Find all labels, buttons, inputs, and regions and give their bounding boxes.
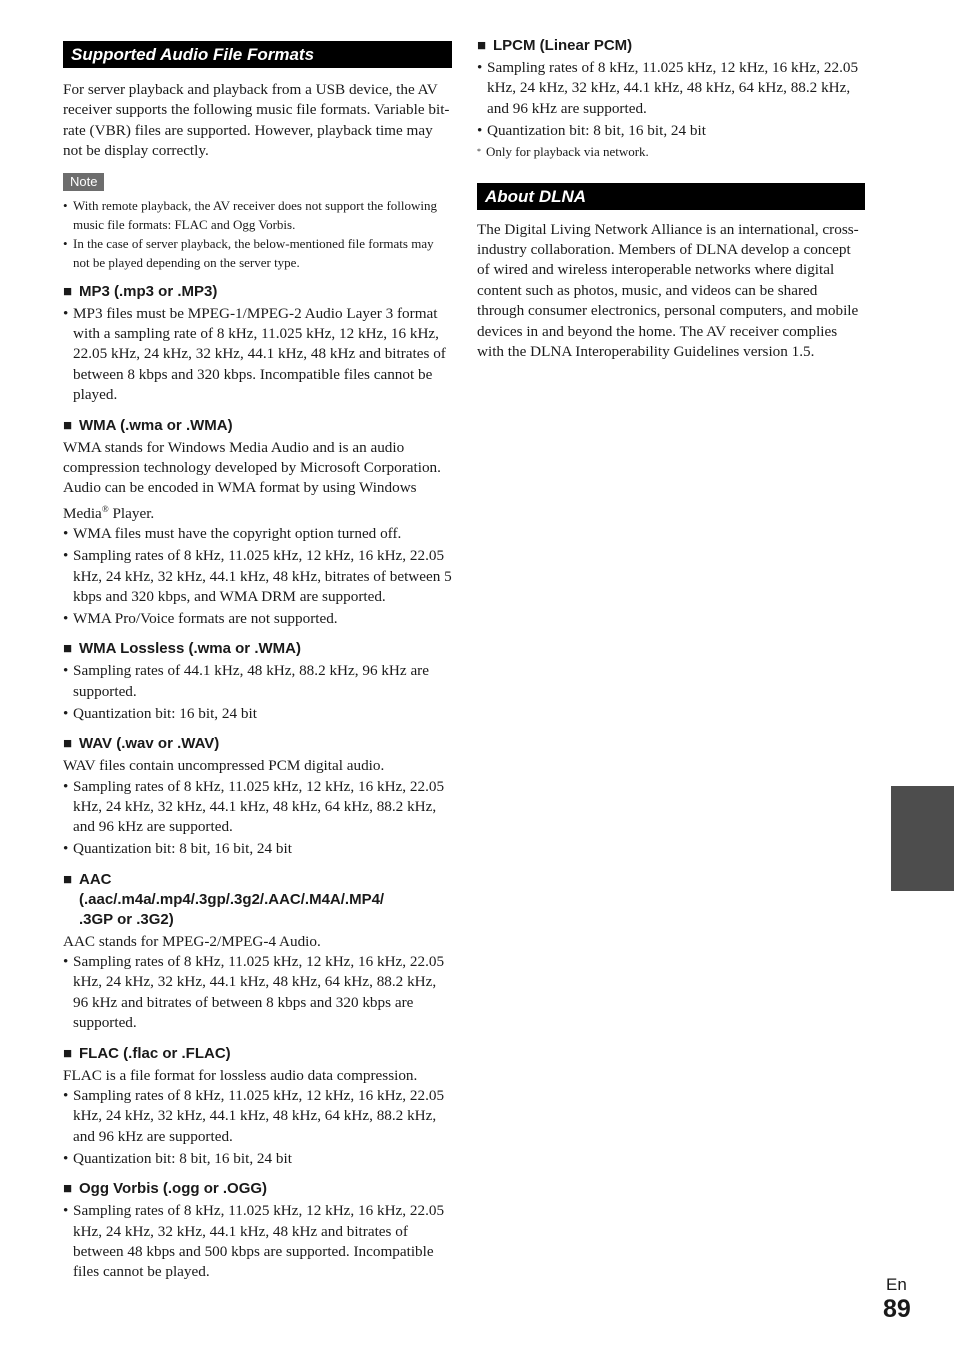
flac-list	[63, 1086, 452, 1169]
heading-text: FLAC (.flac or .FLAC)	[79, 1044, 231, 1062]
list-item: • WMA files must have the copyright option turned off.	[63, 524, 452, 544]
square-marker-icon: ■	[63, 640, 73, 658]
heading-text: MP3 (.mp3 or .MP3)	[79, 282, 218, 300]
aac-list	[63, 952, 452, 1034]
heading-text: Ogg Vorbis (.ogg or .OGG)	[79, 1180, 268, 1198]
intro-paragraph: For server playback and playback from a USB device, the AV receiver supports the following music file formats. Variable bit-rate (VBR) files are supported. However, playback time may not be display correctly.	[63, 81, 450, 160]
list-item: • Sampling rates of 8 kHz, 11.025 kHz, 12 kHz, 16 kHz, 22.05 kHz, 24 kHz, 32 kHz, 44.1 kHz, 48 kHz, 64 kHz, 88.2 kHz, 96 kHz and bitrates of between 8 kbps and 320 kbps are supported.	[63, 952, 452, 1034]
page-language: En	[886, 1275, 907, 1294]
heading-wav	[63, 734, 452, 754]
wma-description	[63, 438, 452, 525]
square-marker-icon: ■	[63, 1180, 73, 1198]
aac-heading-line: (.aac/.m4a/.mp4/.3gp/.3g2/.AAC/.M4A/.MP4/	[79, 890, 385, 908]
aac-heading-line: AAC	[79, 870, 112, 888]
list-item: • Sampling rates of 8 kHz, 11.025 kHz, 12 kHz, 16 kHz, 22.05 kHz, 24 kHz, 32 kHz, 44.1 kHz, 48 kHz, 64 kHz, 88.2 kHz, and 96 kHz are supported.	[63, 1086, 452, 1147]
square-marker-icon: ■	[63, 1044, 73, 1062]
square-marker-icon: ■	[63, 735, 73, 753]
list-item: • MP3 files must be MPEG-1/MPEG-2 Audio Layer 3 format with a sampling rate of 8 kHz, 11.025 kHz, 12 kHz, 16 kHz, 22.05 kHz, 24 kHz, 32 kHz, 44.1 kHz, 48 kHz and bitrates of between 8 kbps and 320 kbps. Incompatible files cannot be played.	[63, 304, 452, 406]
flac-description: FLAC is a file format for lossless audio data compression.	[63, 1066, 418, 1084]
heading-text: WAV (.wav or .WAV)	[79, 735, 220, 753]
heading-aac	[63, 870, 452, 930]
list-item: • Quantization bit: 8 bit, 16 bit, 24 bit	[63, 1149, 452, 1169]
wma-list	[63, 524, 452, 629]
lpcm-list	[477, 58, 865, 141]
heading-text: LPCM (Linear PCM)	[493, 37, 633, 54]
list-item: • Sampling rates of 8 kHz, 11.025 kHz, 12 kHz, 16 kHz, 22.05 kHz, 24 kHz, 32 kHz, 44.1 kHz, 48 kHz, 64 kHz, 88.2 kHz, and 96 kHz are supported.	[477, 58, 865, 119]
page-number: 89	[883, 1295, 911, 1323]
section-title-supported-formats: Supported Audio File Formats	[63, 41, 452, 68]
wav-description: WAV files contain uncompressed PCM digital audio.	[63, 757, 385, 775]
heading-text	[79, 870, 452, 930]
list-item: • Sampling rates of 8 kHz, 11.025 kHz, 12 kHz, 16 kHz, 22.05 kHz, 24 kHz, 32 kHz, 44.1 kHz, 48 kHz, bitrates of between 5 kbps and 320 kbps, and WMA DRM are supported.	[63, 546, 452, 607]
ogg-list	[63, 1201, 452, 1283]
wma-desc-text: WMA stands for Windows Media Audio and is an audio compression technology developed by Microsoft Corporation. Audio can be encoded in WMA format by using Windows Media	[63, 438, 441, 522]
aac-heading-line: .3GP or .3G2)	[79, 910, 174, 928]
aac-description: AAC stands for MPEG-2/MPEG-4 Audio.	[63, 932, 321, 950]
square-marker-icon: ■	[63, 282, 73, 300]
note-badge: Note	[63, 173, 104, 191]
square-marker-icon: ■	[477, 37, 487, 54]
list-item: • Quantization bit: 8 bit, 16 bit, 24 bit	[63, 839, 452, 859]
list-item: • Sampling rates of 44.1 kHz, 48 kHz, 88.2 kHz, 96 kHz are supported.	[63, 661, 452, 702]
wma-desc-text-end: Player.	[108, 504, 155, 522]
list-item: • Quantization bit: 16 bit, 24 bit	[63, 704, 452, 724]
list-item: • WMA Pro/Voice formats are not supported.	[63, 609, 452, 629]
heading-text: WMA (.wma or .WMA)	[79, 416, 233, 434]
dlna-paragraph: The Digital Living Network Alliance is an international, cross-industry collaboration. Members of DLNA develop a concept of wired and wireless interoperable networks where digital content such as photos, music, and videos can be shared through consumer electronics, personal computers, and mobile devices in and beyond the home. The AV receiver complies with the DLNA Interoperability Guidelines version 1.5.	[477, 220, 859, 361]
square-marker-icon: ■	[63, 870, 73, 888]
note-item: • In the case of server playback, the below-mentioned file formats may not be played depending on the server type.	[63, 234, 452, 272]
list-item: • Sampling rates of 8 kHz, 11.025 kHz, 12 kHz, 16 kHz, 22.05 kHz, 24 kHz, 32 kHz, 44.1 kHz, 48 kHz, 64 kHz, 88.2 kHz, and 96 kHz are supported.	[63, 777, 452, 838]
side-tab-marker	[891, 786, 954, 891]
registered-mark: ®	[101, 503, 109, 514]
heading-flac	[63, 1044, 452, 1064]
footnote-text: Only for playback via network.	[486, 143, 649, 159]
section-title-about-dlna: About DLNA	[477, 183, 865, 210]
heading-text: WMA Lossless (.wma or .WMA)	[79, 640, 301, 658]
list-item: • Sampling rates of 8 kHz, 11.025 kHz, 12 kHz, 16 kHz, 22.05 kHz, 24 kHz, 32 kHz, 44.1 kHz, 48 kHz and bitrates of between 48 kbps and 500 kbps are supported. Incompatible files cannot be played.	[63, 1201, 452, 1283]
wma-lossless-list	[63, 661, 452, 724]
square-marker-icon: ■	[63, 416, 73, 434]
wav-list	[63, 777, 452, 860]
mp3-list	[63, 304, 452, 406]
heading-ogg	[63, 1179, 452, 1199]
heading-mp3	[63, 282, 452, 302]
left-column	[63, 41, 452, 1284]
heading-lpcm	[477, 36, 865, 56]
footnote-mark: *	[477, 146, 481, 156]
heading-wma	[63, 416, 452, 436]
right-column	[477, 36, 865, 362]
list-item: • Quantization bit: 8 bit, 16 bit, 24 bit	[477, 121, 865, 141]
note-list	[63, 196, 452, 272]
footnote	[477, 143, 865, 161]
note-item: • With remote playback, the AV receiver does not support the following music file formats: FLAC and Ogg Vorbis.	[63, 196, 452, 234]
heading-wma-lossless	[63, 639, 452, 659]
